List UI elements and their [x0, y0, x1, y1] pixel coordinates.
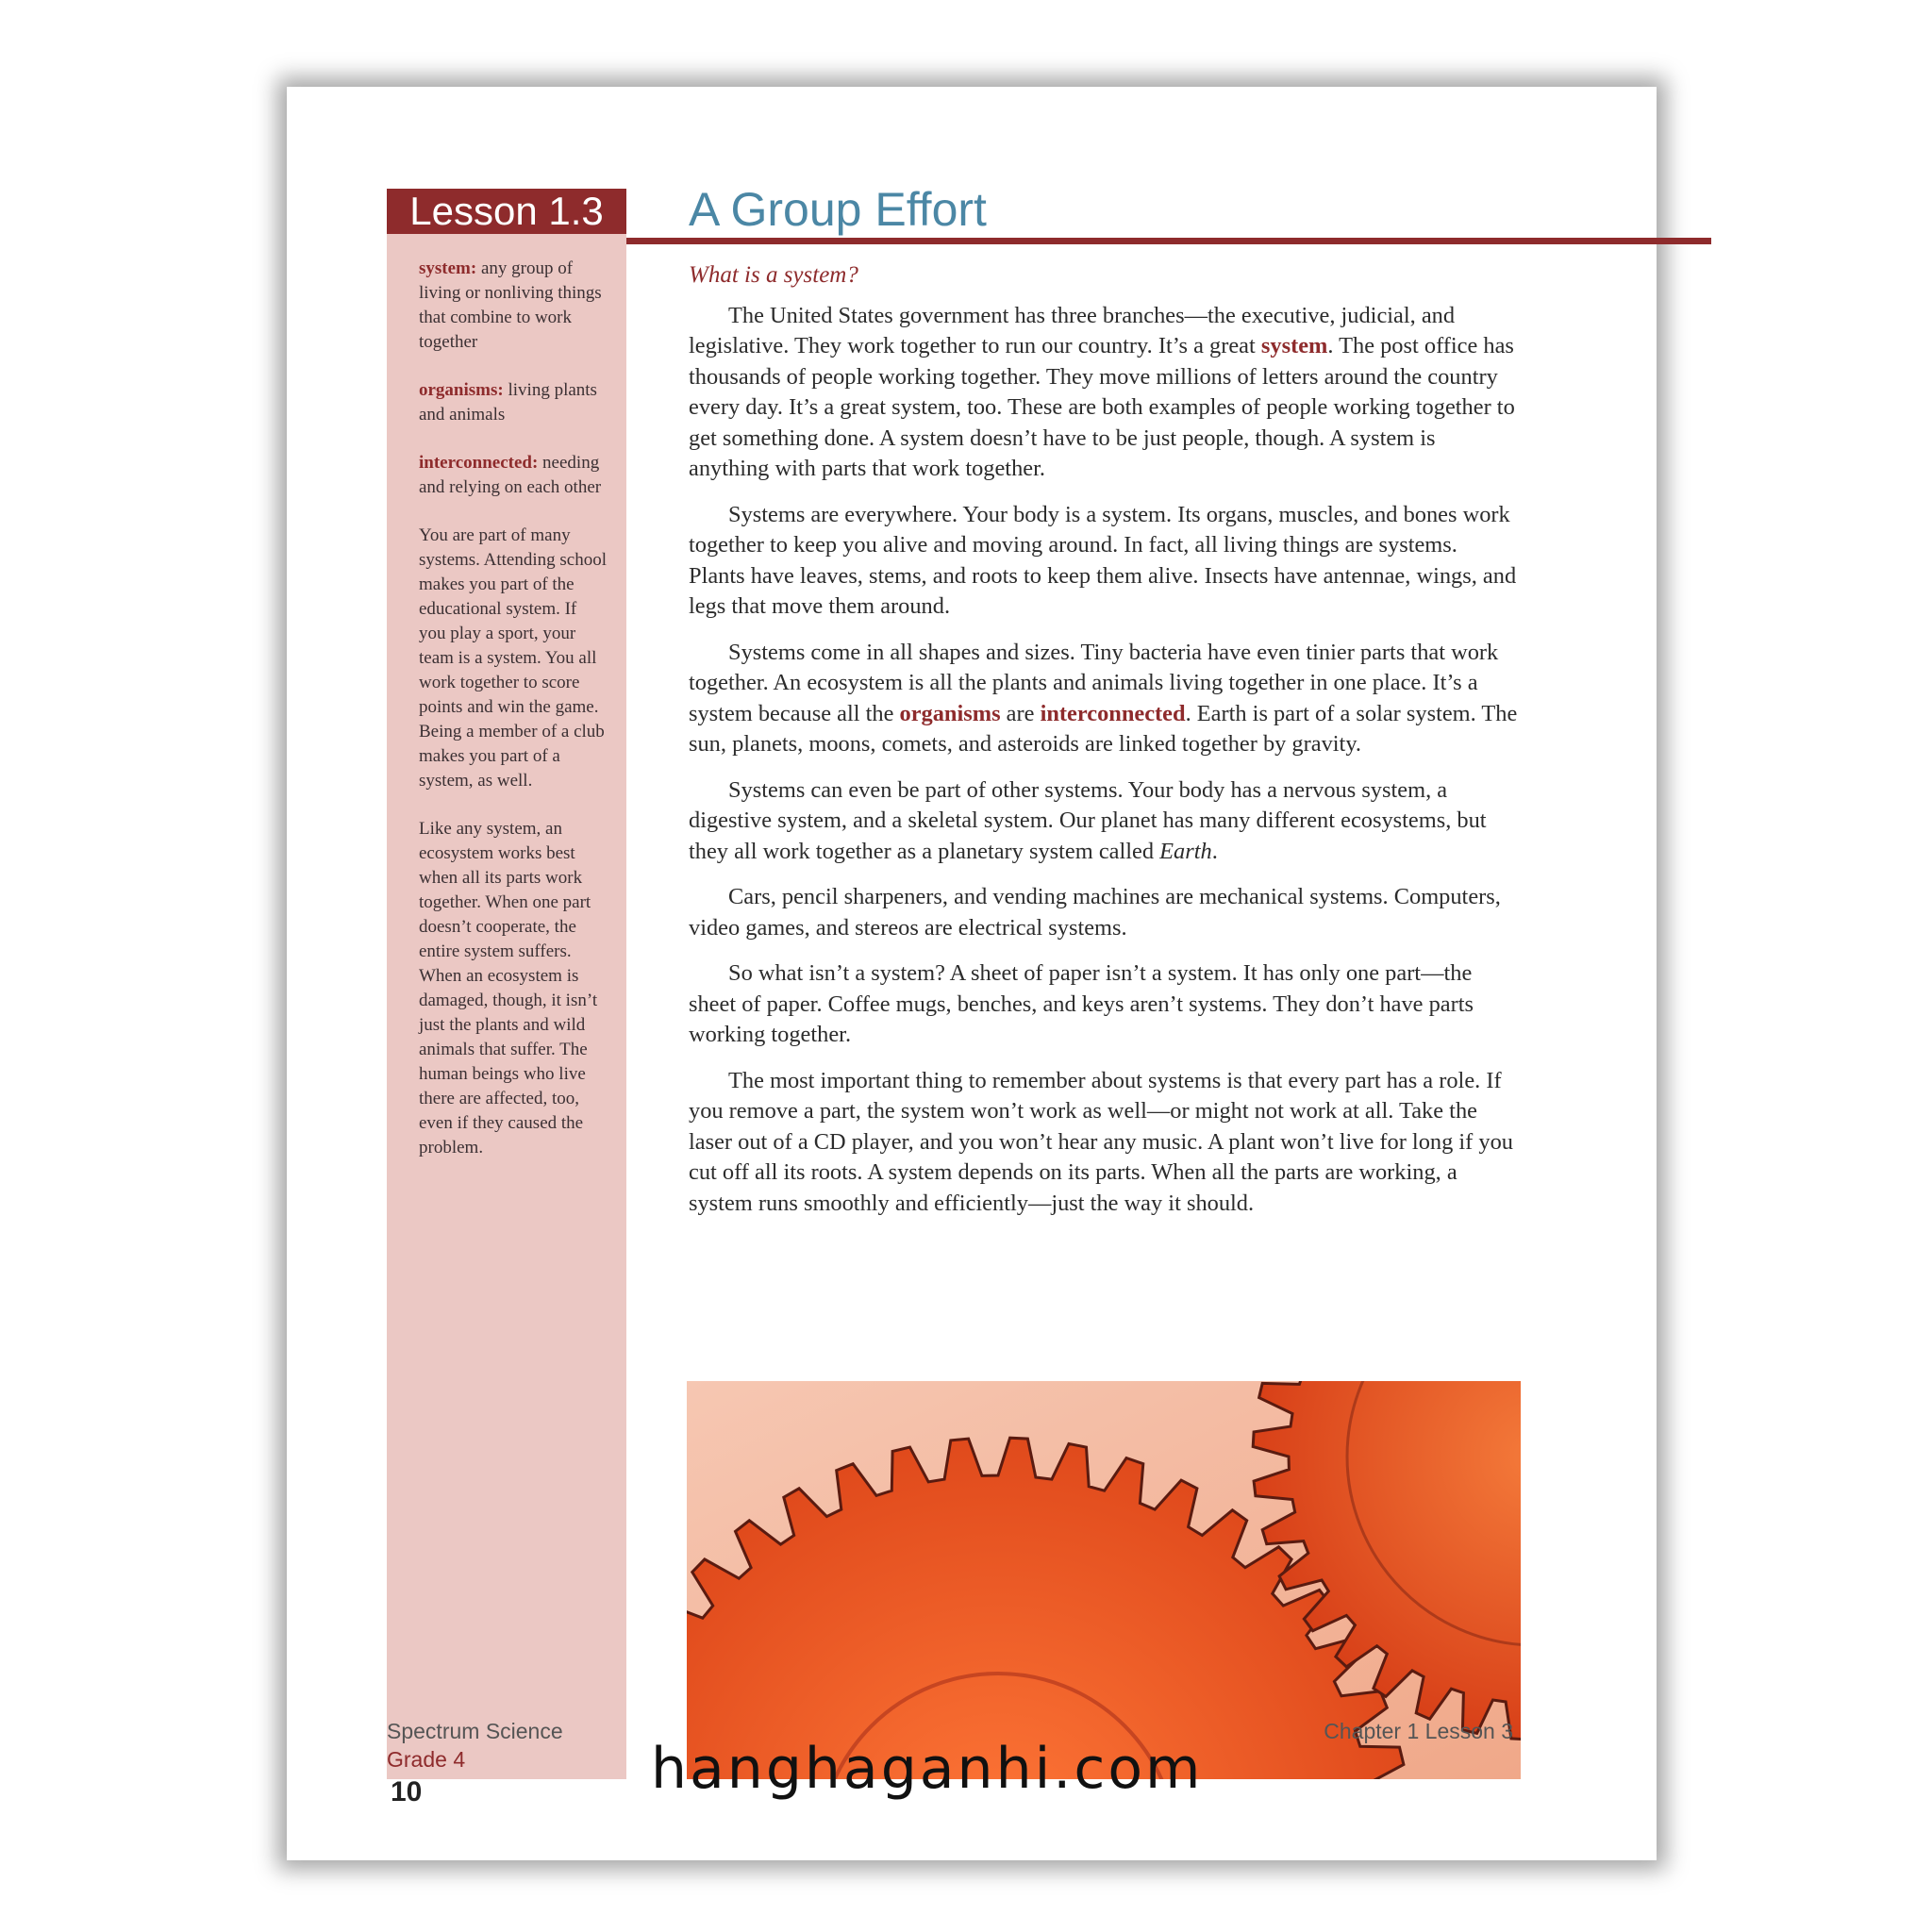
text-run: .	[1211, 838, 1218, 864]
glossary-term: system:	[419, 258, 477, 278]
sidebar	[387, 234, 626, 1779]
main-content	[689, 260, 1519, 1234]
chapter-label: Chapter 1 Lesson 3	[1324, 1719, 1513, 1743]
grade-label: Grade 4	[387, 1747, 466, 1772]
emphasis-earth: Earth	[1159, 838, 1212, 864]
glossary-term: interconnected:	[419, 453, 539, 473]
text-run: . Earth is part of a solar system. The sun, planets, moons, comets, and asteroids are linked together by gravity.	[689, 700, 1518, 757]
keyword-organisms: organisms	[899, 700, 1001, 726]
text-run: Systems can even be part of other systems. Your body has a nervous system, a digestive system, and a skeletal system. Our planet has many different ecosystems, but they all work together as a planetary system called	[689, 776, 1487, 864]
glossary-entry-organisms	[419, 378, 608, 427]
sidebar-note: Like any system, an ecosystem works best when all its parts work together. When one part doesn’t cooperate, the entire system suffers. When an ecosystem is damaged, though, it isn’t just the plants and wild animals that suffer. The human beings who live there are affected, too, even if they caused the problem.	[419, 819, 598, 1158]
paragraph	[689, 775, 1519, 868]
page-title: A Group Effort	[689, 183, 987, 236]
series-name: Spectrum Science	[387, 1719, 563, 1743]
glossary-entry-interconnected	[419, 451, 608, 500]
text-run: The United States government has three branches—the executive, judicial, and legislative. They work together to run our country. It’s a great	[689, 302, 1456, 358]
text-run: . The post office has thousands of people working together. They move millions of letters around the country every day. It’s a great system, too. These are both examples of people working together to get something done. A system doesn’t have to be just people, though. A system is anything with parts that work together.	[689, 333, 1515, 481]
header-rule	[626, 238, 1711, 244]
paragraph	[689, 638, 1519, 760]
text-run: Systems come in all shapes and sizes. Tiny bacteria have even tinier parts that work together. An ecosystem is all the plants and animals living together in one place. It’s a system because all the	[689, 639, 1499, 726]
page-number: 10	[391, 1776, 423, 1807]
paragraph: So what isn’t a system? A sheet of paper isn’t a system. It has only one part—the sheet of paper. Coffee mugs, benches, and keys aren’t systems. They don’t have parts working together.	[689, 960, 1474, 1047]
sidebar-content	[419, 257, 608, 1184]
keyword-interconnected: interconnected	[1040, 700, 1186, 726]
paragraph: The most important thing to remember about systems is that every part has a role. If you remove a part, the system won’t work as well—or might not work at all. Take the laser out of a CD player, and you won’t hear any music. A plant won’t live for long if you cut off all its roots. A system depends on its parts. When all the parts are working, a system runs smoothly and efficiently—just the way it should.	[689, 1067, 1513, 1216]
glossary-definition: any group of living or nonliving things that combine to work together	[419, 258, 602, 352]
text-run: are	[1000, 700, 1041, 726]
watermark: hanghaganhi.com	[651, 1736, 1204, 1802]
section-subhead: What is a system?	[689, 262, 858, 288]
sidebar-note: You are part of many systems. Attending school makes you part of the educational system. If you play a sport, your team is a system. You all work together to score points and win the game. Being a member of a club makes you part of a system, as well.	[419, 525, 607, 791]
glossary-term: organisms:	[419, 380, 504, 400]
glossary-definition: needing and relying on each other	[419, 453, 602, 497]
paragraph: Cars, pencil sharpeners, and vending machines are mechanical systems. Computers, video games, and stereos are electrical systems.	[689, 884, 1501, 941]
worksheet-page	[287, 87, 1657, 1860]
paragraph: Systems are everywhere. Your body is a system. Its organs, muscles, and bones work together to keep you alive and moving around. In fact, all living things are systems. Plants have leaves, stems, and roots to keep them alive. Insects have antennae, wings, and legs that move them around.	[689, 501, 1517, 619]
glossary-definition: living plants and animals	[419, 380, 597, 425]
glossary-entry-system	[419, 257, 608, 355]
footer-left	[387, 1717, 563, 1811]
lesson-label: Lesson 1.3	[387, 189, 626, 234]
keyword-system: system	[1260, 333, 1328, 358]
paragraph	[689, 301, 1519, 485]
